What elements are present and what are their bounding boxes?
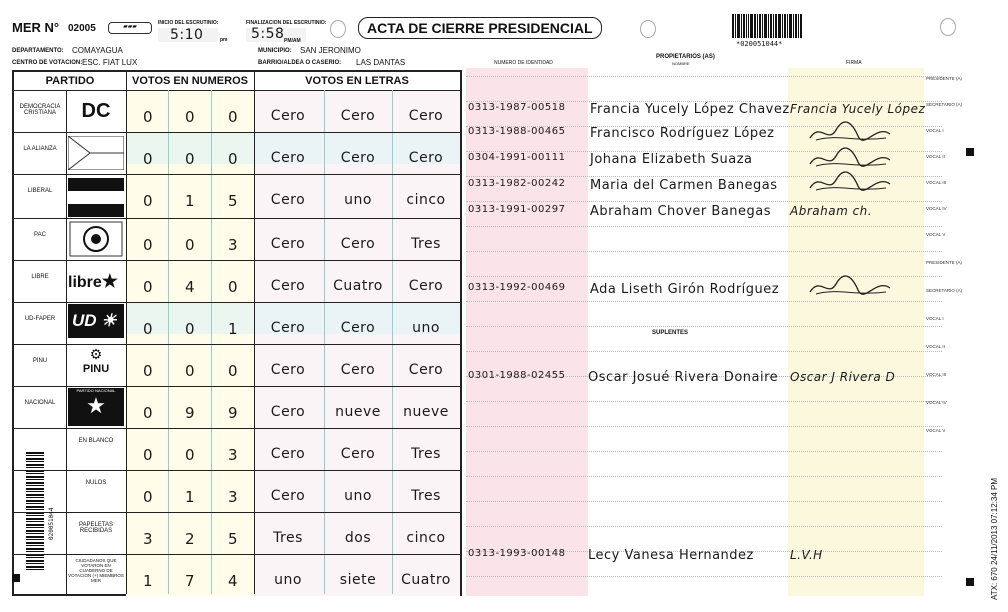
party-name: DEMOCRACIA CRISTIANA <box>19 104 61 116</box>
vote-word: Tres <box>411 446 441 462</box>
suplente-name: Lecy Vanesa Hernandez <box>588 548 754 563</box>
vote-number-digit: 1 <box>227 320 239 338</box>
vote-number-digit: 1 <box>184 192 196 210</box>
col-partido-header: PARTIDO <box>45 75 95 87</box>
row-divider <box>14 174 460 175</box>
col-identidad-header: NUMERO DE IDENTIDAD <box>494 60 553 66</box>
vote-word: Cuatro <box>333 278 383 294</box>
vote-number-digit: 5 <box>227 530 239 548</box>
member-role-label: SECRETARIO (A) <box>926 102 963 107</box>
vote-number-digit: 1 <box>184 488 196 506</box>
vote-number-digit: 3 <box>227 446 239 464</box>
registration-circle <box>330 20 346 38</box>
barrio-label: BARRIO/ALDEA O CASERIO: <box>258 60 342 66</box>
barrio-value: LAS DANTAS <box>356 58 406 67</box>
vote-number-digit: 0 <box>227 362 239 380</box>
municipio-value: SAN JERONIMO <box>300 46 361 55</box>
vote-word: Cero <box>408 108 444 124</box>
vote-number-digit: 0 <box>142 150 154 168</box>
mer-number: 02005 <box>68 23 96 34</box>
member-name: Francisco Rodríguez López <box>590 126 775 141</box>
atx-stamp: ATX: 670 24/11/2013 07:12:34 PM <box>990 477 999 600</box>
suplentes-label: SUPLENTES <box>652 330 689 336</box>
libre-logo: libre★ <box>68 271 118 291</box>
member-name: Johana Elizabeth Suaza <box>590 152 753 167</box>
vote-word: Tres <box>411 488 441 504</box>
vote-word: Cero <box>270 192 306 208</box>
vote-word: Cero <box>270 108 306 124</box>
vote-number-digit: 0 <box>184 108 196 126</box>
member-id: 0313-1992-00469 <box>468 282 566 293</box>
vote-word: Cero <box>340 320 376 336</box>
member-row-line <box>466 201 942 202</box>
member-row-line <box>466 501 942 502</box>
inicio-suffix: pm <box>220 37 228 43</box>
row-divider <box>14 470 460 471</box>
member-id: 0313-1982-00242 <box>468 178 566 189</box>
party-name: EN BLANCO <box>78 438 114 444</box>
dc-logo: DC <box>81 100 111 122</box>
col-propietarios-header: PROPIETARIOS (AS) <box>656 54 715 60</box>
vote-number-digit: 3 <box>227 488 239 506</box>
top-barcode-text: *020051044* <box>736 40 783 48</box>
member-id: 0313-1988-00465 <box>468 126 566 137</box>
pac-logo-icon <box>68 220 124 258</box>
member-row-line <box>466 251 942 252</box>
departamento-label: DEPARTAMENTO: <box>12 48 64 54</box>
vote-number-digit: 3 <box>227 236 239 254</box>
vote-word: Cero <box>408 278 444 294</box>
nacional-logo: PARTIDO NACIONAL ★ <box>68 388 124 426</box>
vote-word: Cero <box>340 446 376 462</box>
suplente-id: 0301-1988-02455 <box>468 370 566 381</box>
vote-word: Cero <box>408 362 444 378</box>
vote-word: Cero <box>270 404 306 420</box>
mer-label: MER N° <box>12 20 60 35</box>
fin-value: 5:58 <box>251 26 285 42</box>
row-divider <box>14 260 460 261</box>
liberal-flag-icon <box>68 178 124 218</box>
inicio-value: 5:10 <box>170 27 204 43</box>
member-signature: Abraham ch. <box>790 204 873 218</box>
vote-word: cinco <box>406 530 446 546</box>
vote-word: cinco <box>406 192 446 208</box>
vote-number-digit: 0 <box>142 446 154 464</box>
vote-number-digit: 0 <box>227 150 239 168</box>
vote-number-digit: 0 <box>142 362 154 380</box>
alianza-flag-icon <box>68 136 124 170</box>
form-title: ACTA DE CIERRE PRESIDENCIAL <box>358 17 602 39</box>
members-area <box>466 54 942 596</box>
vote-word: Cero <box>270 320 306 336</box>
votes-table <box>12 70 462 596</box>
member-role-label: VOCAL IV <box>926 206 947 211</box>
vote-number-digit: 0 <box>227 278 239 296</box>
member-row-line <box>466 76 942 77</box>
vote-number-digit: 2 <box>184 530 196 548</box>
vote-word: dos <box>344 530 372 546</box>
party-name: PINU <box>32 358 48 364</box>
party-name: PAPELETAS RECIBIDAS <box>78 522 114 534</box>
party-name: LIBERAL <box>27 188 53 194</box>
member-id: 0313-1987-00518 <box>468 102 566 113</box>
vote-word: nueve <box>403 404 449 420</box>
member-role-label: VOCAL III <box>926 180 947 185</box>
party-name: UD-FAPER <box>24 316 56 322</box>
vote-word: Cero <box>270 446 306 462</box>
member-row-line <box>466 476 942 477</box>
member-row-line <box>466 526 942 527</box>
member-row-line <box>466 226 942 227</box>
member-row-line <box>466 451 942 452</box>
col-letras-header: VOTOS EN LETRAS <box>305 75 409 87</box>
member-role-label: VOCAL I <box>926 316 944 321</box>
vote-word: Cero <box>270 150 306 166</box>
row-divider <box>14 132 460 133</box>
member-row-line <box>466 301 942 302</box>
vote-number-digit: 0 <box>142 320 154 338</box>
vote-number-digit: 5 <box>227 192 239 210</box>
registration-circle-far <box>940 18 956 36</box>
registration-mark <box>966 148 974 156</box>
row-divider <box>14 512 460 513</box>
row-divider <box>14 386 460 387</box>
handwritten-signature-icon <box>806 170 896 196</box>
member-role-label: VOCAL V <box>926 232 946 237</box>
member-row-line <box>466 326 942 327</box>
vote-word: Cero <box>270 362 306 378</box>
col-numeros-header: VOTOS EN NUMEROS <box>132 75 248 87</box>
member-role-label: VOCAL V <box>926 428 946 433</box>
member-row-line <box>466 576 942 577</box>
vote-word: Cero <box>340 108 376 124</box>
member-id: 0313-1991-00297 <box>468 204 566 215</box>
cne-logo: ▰▰▰ <box>108 22 152 34</box>
suplente-name: Oscar Josué Rivera Donaire <box>588 370 779 385</box>
member-row-line <box>466 351 942 352</box>
party-name: NACIONAL <box>24 400 56 406</box>
vote-word: uno <box>274 572 302 588</box>
member-role-label: PRESIDENTE (A) <box>926 260 963 265</box>
suplente-signature: Oscar J Rivera D <box>790 370 896 384</box>
party-name: LA ALIANZA <box>23 146 57 152</box>
vote-word: Tres <box>411 236 441 252</box>
fin-label: FINALIZACION DEL ESCRUTINIO: <box>246 20 327 26</box>
vote-number-digit: 0 <box>142 404 154 422</box>
vote-word: siete <box>339 572 377 588</box>
party-name: LIBRE <box>31 274 49 280</box>
row-divider <box>14 344 460 345</box>
row-divider <box>14 218 460 219</box>
suplente-id: 0313-1993-00148 <box>468 548 566 559</box>
col-nombre-header: NOMBRE <box>672 61 690 66</box>
udfaper-logo: UD ☀ <box>68 304 124 338</box>
vote-number-digit: 0 <box>142 488 154 506</box>
vote-word: Cero <box>408 150 444 166</box>
registration-circle-right <box>640 20 656 38</box>
member-role-label: PRESIDENTE (A) <box>926 76 963 81</box>
registration-mark <box>12 574 20 582</box>
row-divider <box>14 428 460 429</box>
handwritten-signature-icon <box>806 146 896 172</box>
vote-word: Cero <box>270 236 306 252</box>
member-name: Ada Liseth Girón Rodríguez <box>590 282 780 297</box>
member-row-line <box>466 426 942 427</box>
vote-number-digit: 0 <box>142 278 154 296</box>
fin-suffix: PM/AM <box>284 38 301 44</box>
vote-word: nueve <box>335 404 381 420</box>
member-name: Maria del Carmen Banegas <box>590 178 778 193</box>
party-name: PAC <box>34 232 46 238</box>
member-signature: Francia Yucely López <box>790 102 926 116</box>
vote-number-digit: 4 <box>184 278 196 296</box>
suplente-signature: L.V.H <box>790 548 823 562</box>
vote-number-digit: 0 <box>184 446 196 464</box>
member-role-label: VOCAL I <box>926 128 944 133</box>
vote-number-digit: 0 <box>142 108 154 126</box>
pinu-logo: ⚙ PINU <box>82 346 110 375</box>
left-barcode-text: 020051044 <box>48 507 55 540</box>
col-firma-header: FIRMA <box>846 60 862 66</box>
member-role-label: SECRETARIO (A) <box>926 288 963 293</box>
member-name: Francia Yucely López Chavez <box>590 102 790 117</box>
vote-number-digit: 0 <box>227 108 239 126</box>
party-name: NULOS <box>85 480 107 486</box>
municipio-label: MUNICIPIO: <box>258 48 292 54</box>
vote-number-digit: 9 <box>184 404 196 422</box>
departamento-value: COMAYAGUA <box>72 46 123 55</box>
vote-number-digit: 1 <box>142 572 154 590</box>
vote-word: Cuatro <box>401 572 451 588</box>
vote-word: uno <box>344 192 372 208</box>
registration-mark <box>966 578 974 586</box>
party-name: CIUDADANOS QUE VOTARON EN CUADERNO DE VOTACION (+) MIEMBROS MER <box>68 558 124 583</box>
row-divider <box>14 302 460 303</box>
vote-word: Cero <box>270 488 306 504</box>
member-role-label: VOCAL II <box>926 344 945 349</box>
centro-label: CENTRO DE VOTACION: <box>12 60 83 66</box>
vote-number-digit: 0 <box>184 320 196 338</box>
vote-number-digit: 9 <box>227 404 239 422</box>
vote-number-digit: 0 <box>184 362 196 380</box>
vote-number-digit: 7 <box>184 572 196 590</box>
handwritten-signature-icon <box>806 120 896 146</box>
vote-number-digit: 0 <box>142 192 154 210</box>
vote-word: uno <box>344 488 372 504</box>
vote-word: Cero <box>270 278 306 294</box>
vote-number-digit: 4 <box>227 572 239 590</box>
member-name: Abraham Chover Banegas <box>590 204 772 219</box>
row-divider <box>14 554 460 555</box>
centro-value: ESC. FIAT LUX <box>82 58 138 67</box>
vote-number-digit: 0 <box>142 236 154 254</box>
inicio-label: INICIO DEL ESCRUTINIO: <box>158 20 219 26</box>
vote-word: uno <box>412 320 440 336</box>
vote-word: Cero <box>340 236 376 252</box>
top-barcode <box>732 14 802 38</box>
vote-number-digit: 3 <box>142 530 154 548</box>
handwritten-signature-icon <box>806 274 896 300</box>
vote-number-digit: 0 <box>184 150 196 168</box>
vote-word: Tres <box>273 530 303 546</box>
vote-word: Cero <box>340 362 376 378</box>
vote-word: Cero <box>340 150 376 166</box>
member-role-label: VOCAL III <box>926 372 947 377</box>
member-row-line <box>466 401 942 402</box>
vote-number-digit: 0 <box>184 236 196 254</box>
member-role-label: VOCAL II <box>926 154 945 159</box>
member-id: 0304-1991-00111 <box>468 152 566 163</box>
member-role-label: VOCAL IV <box>926 400 947 405</box>
